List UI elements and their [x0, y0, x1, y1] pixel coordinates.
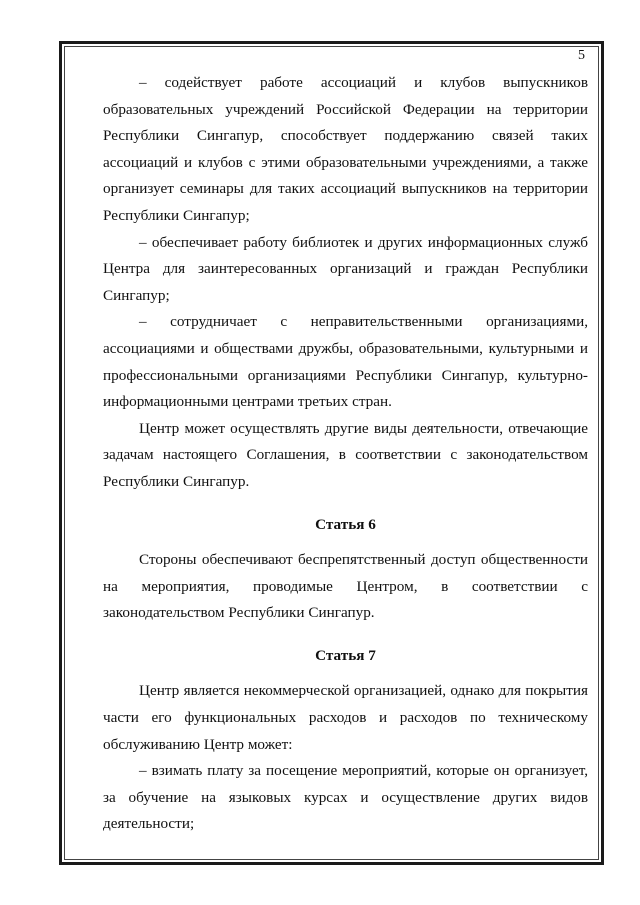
paragraph-alumni-associations: – содействует работе ассоциаций и клубов выпускников образовательных учреждений Российской Федерации на территории Республики Сингапур, способствует поддержанию связей таких ассоциаций и клубов с этими образовательными учреждениями, а также организует семинары для таких ассоциаций выпускников на территории Республики Сингапур; [103, 74, 588, 224]
paragraph-cooperation: – сотрудничает с неправительственными организациями, ассоциациями и обществами дружбы, образовательными, культурными и профессиональными организациями Республики Сингапур, культурно-информационными центрами третьих стран. [103, 313, 588, 411]
article-6-paragraph: Стороны обеспечивают беспрепятственный доступ общественности на мероприятия, проводимые Центром, в соответствии с законодательством Республики Сингапур. [103, 551, 588, 622]
paragraph-libraries: – обеспечивает работу библиотек и других информационных служб Центра для заинтересованных организаций и граждан Республики Сингапур; [103, 233, 588, 304]
article-7-paragraph-fees: – взимать плату за посещение мероприятий, которые он организует, за обучение на языковых курсах и осуществление других видов деятельности; [103, 762, 588, 833]
paragraph-other-activities: Центр может осуществлять другие виды деятельности, отвечающие задачам настоящего Соглашения, в соответствии с законодательством Республики Сингапур. [103, 419, 588, 490]
page-number: 5 [578, 48, 585, 63]
article-7-heading: Статья 7 [315, 646, 376, 664]
article-6-heading: Статья 6 [315, 515, 376, 533]
article-7-paragraph-noncommercial: Центр является некоммерческой организацией, однако для покрытия части его функциональных расходов и расходов по техническому обслуживанию Центр может: [103, 682, 588, 753]
document-body [103, 70, 588, 838]
